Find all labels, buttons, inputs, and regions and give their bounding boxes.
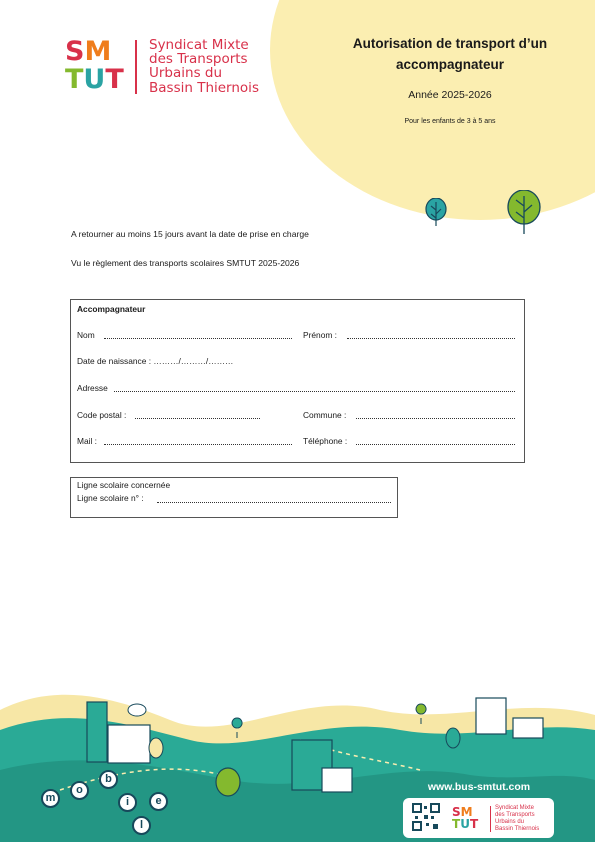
commune-label: Commune : [303, 410, 347, 420]
title-line-1: Autorisation de transport d’un [352, 36, 548, 51]
mobile-letter: l [132, 816, 151, 835]
logo-name-line: Syndicat Mixte [149, 37, 249, 53]
postal-code-label: Code postal : [77, 410, 127, 420]
qr-code-icon[interactable] [412, 803, 440, 831]
nom-label: Nom [77, 330, 95, 340]
mail-field[interactable] [104, 444, 292, 445]
mini-logo-t2: T [469, 817, 479, 831]
rules-note: Vu le règlement des transports scolaires SMTUT 2025-2026 [71, 258, 300, 268]
return-note: A retourner au moins 15 jours avant la date de prise en charge [71, 229, 309, 239]
ligne-field[interactable] [157, 502, 391, 503]
logo-name-line: Urbains du [149, 65, 223, 82]
mobile-letter: m [41, 789, 60, 808]
document-title [335, 33, 565, 75]
tree-small-icon [424, 198, 448, 230]
mobile-letter: e [149, 792, 168, 811]
prenom-field[interactable] [347, 338, 515, 339]
logo-sm [65, 38, 111, 65]
footer-logo-name [495, 805, 539, 833]
ligne-title: Ligne scolaire concernée [77, 480, 171, 490]
footer-logo-name-line: Syndicat Mixte [495, 805, 535, 811]
logo-letter-m: M [84, 36, 112, 67]
accompagnateur-section [70, 299, 525, 463]
footer-logo-name-line: Urbains du [495, 819, 525, 825]
nom-field[interactable] [104, 338, 292, 339]
adresse-field[interactable] [114, 391, 515, 392]
logo-divider [135, 40, 137, 94]
birthdate-field[interactable]: Date de naissance : ………/………/……… [77, 356, 234, 366]
age-range: Pour les enfants de 3 à 5 ans [404, 118, 496, 125]
footer-logo-divider [490, 806, 491, 832]
ligne-section [70, 477, 398, 518]
footer-logo-name-line: des Transports [495, 812, 535, 818]
mini-logo-s: S [452, 805, 461, 819]
logo-name-line: des Transports [149, 51, 248, 68]
mobile-letter: o [70, 781, 89, 800]
mini-logo-m: M [460, 805, 473, 819]
telephone-field[interactable] [356, 444, 515, 445]
commune-field[interactable] [356, 418, 515, 419]
logo-name-line: Bassin Thiernois [149, 79, 259, 96]
prenom-label: Prénom : [303, 330, 337, 340]
mini-logo-t1: T [452, 817, 461, 831]
school-year: Année 2025-2026 [408, 89, 492, 101]
logo-name [149, 38, 259, 95]
telephone-label: Téléphone : [303, 436, 348, 446]
logo-letter-u: U [83, 64, 106, 95]
mini-logo-u: U [460, 817, 470, 831]
postal-code-field[interactable] [135, 418, 260, 419]
mobile-letter: i [118, 793, 137, 812]
logo-letter-s: S [65, 36, 85, 67]
website-link[interactable]: www.bus-smtut.com [427, 781, 531, 793]
logo-letter-t2: T [105, 64, 124, 95]
tree-large-icon [505, 190, 543, 236]
footer-logo-mark [452, 806, 478, 830]
section-title: Accompagnateur [77, 304, 146, 314]
smtut-logo [65, 38, 265, 98]
title-line-2: accompagnateur [395, 57, 505, 72]
logo-tut [65, 66, 124, 93]
footer-logo-name-line: Bassin Thiernois [495, 826, 540, 832]
adresse-label: Adresse [77, 383, 108, 393]
logo-letter-t1: T [65, 64, 84, 95]
ligne-label: Ligne scolaire n° : [77, 493, 144, 503]
mail-label: Mail : [77, 436, 98, 446]
mobile-letter: b [99, 770, 118, 789]
